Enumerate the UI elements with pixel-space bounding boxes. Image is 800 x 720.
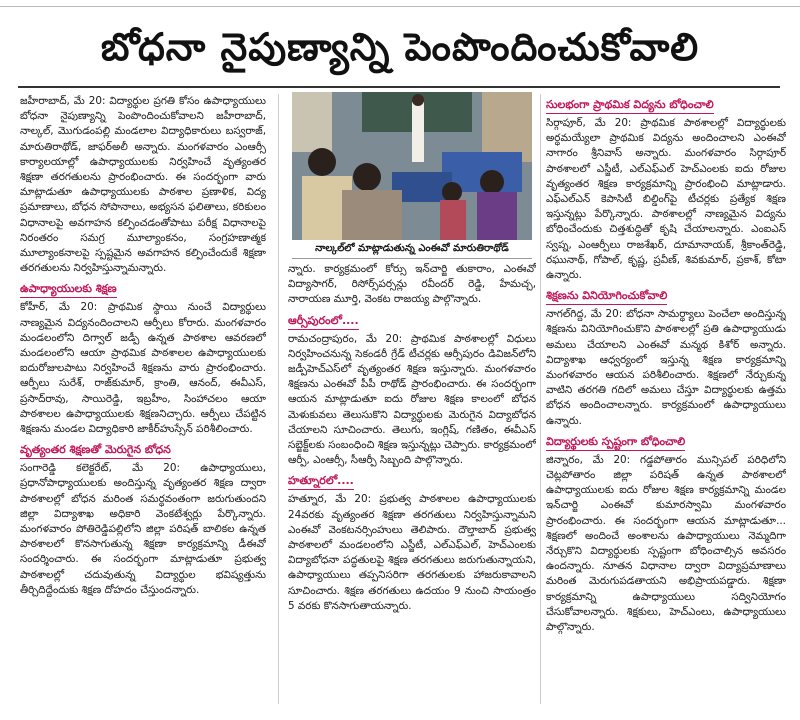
subheading-teachers-training: ఉపాధ్యాయులకు శిక్షణ: [20, 280, 117, 298]
article-rcpuram-body: రామచంద్రాపురం, మే 20: ప్రాథమిక పాఠశాలల్లో విధులు నిర్వహించనున్న సెకండరీ గ్రేడ్‌ టీచర్లకు ఆర్సీపురం డివిజన్‌లోని జడ్పీహెచ్‌ఎస్‌లో వృత్యంతర శిక్షణ ఇస్తున్నారు. మంగళవారం శిక్షణను ఎంఈవో పీపీ రాథోడ్‌ ప్రారంభించారు. ఈ సందర్భంగా ఆయన మాట్లాడుతూ ఐదు రోజుల శిక్షణ కాలంలో బోధన మెళుకువలు తెలుసుకొని విద్యార్థులకు మెరుగైన విద్యాబోధన చేయాలని సూచించారు. తెలుగు, ఇంగ్లిష్‌, గణితం, ఈవీఎస్‌ సబ్జెక్ట్‌లకు సంబంధించి శిక్షణ ఇస్తున్నట్లు చెప్పారు. కార్యక్రమంలో ఆర్పీ, ఎంఆర్సీ, సీఆర్పీ సిబ్బంది పాల్గొన్నారు.: [288, 332, 536, 467]
column-divider-2: [540, 94, 541, 704]
article-3-body: సంగారెడ్డి కలెక్టరేట్‌, మే 20: ఉపాధ్యాయులు, ప్రధానోపాధ్యాయులకు అందిస్తున్న వృత్యంతర శిక్షణ ద్వారా పాఠశాలల్లో బోధన మరింత సమర్థవంతంగా జరుగుతుందని జిల్లా విద్యాశాఖ అధికారి వెంకటేశ్వర్లు పేర్కొన్నారు. మంగళవారం పోతిరెడ్డిపల్లిలోని జిల్లా పరిషత్‌ బాలికల ఉన్నత పాఠశాలలో కొనసాగుతున్న శిక్షణా కార్యక్రమాన్ని డీఈవో సందర్శించారు. ఈ సందర్భంగా మాట్లాడుతూ ప్రభుత్వ పాఠశాలల్లో చదువుతున్న విద్యార్థుల భవిష్యత్తును తీర్చిదిద్దేందుకు శిక్షణ దోహదం చేస్తుందన్నారు.: [20, 462, 266, 596]
subheading-primary-education: సులభంగా ప్రాథమిక విద్యను బోధించాలి: [546, 96, 714, 114]
subheading-teach-clearly: విద్యార్థులకు స్పష్టంగా బోధించాలి: [546, 433, 685, 451]
article-sirgapur-body: సిర్గాపూర్‌, మే 20: ప్రాథమిక పాఠశాలల్లో విద్యార్థులకు అర్థమయ్యేలా ప్రాథమిక విద్యను అందించాలని ఎంఈవో నాగారం శ్రీనివాస్‌ అన్నారు. మంగళవారం సిర్గాపూర్‌ పాఠశాలలో ఎస్జీటీ, ఎల్‌ఎఫ్‌ఎల్‌ హెచ్‌ఎంలకు ఐదు రోజుల వృత్యంతర శిక్షణ కార్యక్రమాన్ని ప్రారంభించి మాట్లాడారు. ఎఫ్‌ఎల్‌ఎన్‌ కెపాసిటీ బిల్డింగ్‌పై టీచర్లకు ప్రత్యేక శిక్షణ ఇస్తున్నట్లు పేర్కొన్నారు. పాఠశాలల్లో నాణ్యమైన విద్యను బోధించేందుకు చిత్తశుద్ధితో కృషి చేయాలన్నారు. ఎంఐఎస్‌ స్వప్న, ఎంఆర్పీలు రాజశేఖర్‌, దూమానాయక్‌, శ్రీకాంత్‌రెడ్డి, రఘునాథ్‌, గోపాల్‌, కృష్ణ, ప్రవీణ్‌, శివకుమార్‌, ప్రకాశ్‌, కోటా ఉన్నారు.: [546, 117, 786, 282]
subheading-use-training: శిక్షణను వినియోగించుకోవాలి: [546, 287, 667, 305]
column-1: [20, 94, 266, 706]
subheading-hatnoor: హత్నూరలో....: [288, 472, 354, 490]
subheading-better-teaching: వృత్యంతర శిక్షణతో మెరుగైన బోధన: [20, 441, 171, 459]
classroom-photo: [292, 92, 532, 240]
headline: బోధనా నైపుణ్యాన్ని పెంపొందించుకోవాలి: [100, 25, 700, 69]
headline-rule: [18, 86, 780, 88]
photo-caption: నాల్కల్‌లో మాట్లాడుతున్న ఎంఈవో మారుతిరాథోడ్: [292, 240, 532, 259]
article-nagalgidda-body: నాగల్‌గిద్ద, మే 20: బోధనా సామర్థ్యాలు పెంచేలా అందిస్తున్న శిక్షణను వినియోగించుకొని పాఠశాలల్లో ప్రతి ఉపాధ్యాయుడు అమలు చేయాలని ఎంఈవో మన్మథ కిశోర్‌ అన్నారు. విద్యాశాఖ ఆధ్వర్యంలో ఇస్తున్న శిక్షణ కార్యక్రమాన్ని మంగళవారం ఆయన పరిశీలించారు. శిక్షణలో నేర్చుకున్న వాటిని తరగతి గదిలో అమలు చేస్తూ విద్యార్థులకు ఉత్తమ బోధన అందించాలన్నారు. కార్యక్రమంలో ఉపాధ్యాయులు ఉన్నారు.: [546, 308, 786, 427]
article-1-body: జహీరాబాద్‌, మే 20: విద్యార్థుల ప్రగతి కోసం ఉపాధ్యాయులు బోధనా నైపుణ్యాన్ని పెంపొందించుకోవాలని జహీరాబాద్‌, నాల్కల్‌, మొగుడంపల్లి మండలాల విద్యాధికారులు బస్వరాజ్‌, మారుతిరాథోడ్‌, జాఫర్‌అలీ అన్నారు. మంగళవారం ఎంఆర్సీ కార్యాలయాల్లో ఉపాధ్యాయులకు నిర్వహించే వృత్యంతర శిక్షణా తరగతులను ప్రారంభించారు. ఈ సందర్భంగా వారు మాట్లాడుతూ ఉపాధ్యాయులకు పాఠశాల ప్రణాళిక, విద్య ప్రమాణాలు, బోధన సోపానాలు, అభ్యసన ఫలితాలు, కరికులం విధానాలపై అవగాహన కల్పించడంతోపాటు పరీక్ష విధానాలపై నిరంతరం సమగ్ర మూల్యాంకనం, సంగ్రహణాత్మక మూల్యాంకనాలపై స్పష్టమైన అవగాహన కల్పించేందుకే శిక్షణా తరగతులను నిర్వహిస్తున్నామన్నారు.: [20, 95, 266, 275]
subheading-rcpuram: ఆర్సీపురంలో....: [288, 312, 359, 330]
column-3: [546, 94, 786, 706]
classroom-photo-illustration: [292, 92, 532, 240]
article-hatnoor-body: హత్నూర, మే 20: ప్రభుత్వ పాఠశాలల ఉపాధ్యాయులకు 24వరకు వృత్యంతర శిక్షణా తరగతులు నిర్వహిస్తున్నామని ఎంఈవో వెంకటనర్సింహులు తెలిపారు. దౌల్తాబాద్‌ ప్రభుత్వ పాఠశాలలో మండలంలోని ఎస్జీటీ, ఎల్‌ఎఫ్‌ఎల్‌, హెచ్‌ఎంలకు విద్యాబోధనా పద్ధతులపై శిక్షణ తరగతులు జరుగుతున్నాయని, ఉపాధ్యాయులు తప్పనిసరిగా తరగతులకు హాజరుకావాలని సూచించారు. శిక్షణ తరగతులు ఉదయం 9 నుంచి సాయంత్రం 5 వరకు కొనసాగుతాయన్నారు.: [288, 493, 536, 612]
article-jinnaram-body: జిన్నారం, మే 20: గడ్డపోతారం మున్సిపల్‌ పరిధిలోని చెట్లపోతారం జిల్లా పరిషత్‌ ఉన్నత పాఠశాలలో ఉపాధ్యాయులకు ఐదు రోజుల శిక్షణ కార్యక్రమాన్ని మండల ఇన్‌చార్జి ఎంఈవో కుమారస్వామి మంగళవారం ప్రారంభించారు. ఈ సందర్భంగా ఆయన మాట్లాడుతూ... శిక్షణలో అందించే అంశాలను ఉపాధ్యాయులు నెమ్మదిగా నేర్చుకొని విద్యార్థులకు స్పష్టంగా బోధించాల్సిన అవసరం ఉందన్నారు. నూతన విధానాల ద్వారా విద్యాప్రమాణాలు మరింత మెరుగుపడతాయని అభిప్రాయపడ్డారు. శిక్షణా కార్యక్రమాన్ని ఉపాధ్యాయులు సద్వినియోగం చేసుకోవాలన్నారు. శిక్షకులు, హెచ్‌ఎంలు, ఉపాధ్యాయులు పాల్గొన్నారు.: [546, 453, 786, 634]
top-border: [0, 0, 800, 7]
column-2: [288, 262, 536, 702]
column-divider-1: [278, 94, 279, 704]
article-1-continued: న్నారు. కార్యక్రమంలో కోర్సు ఇన్‌చార్జి తుకారాం, ఎంఈవో విద్యాసాగర్‌, రిసోర్స్‌పర్సన్లు రవీందర్‌ రెడ్డి, హేమచ్చ, నారాయణ మూర్తి, వెంకట రాజయ్య పాల్గొన్నారు.: [288, 263, 536, 306]
article-2-body: కోహీర్‌, మే 20: ప్రాథమిక స్థాయి నుంచే విద్యార్థులు నాణ్యమైన విద్యనందించాలని ఆర్పీలు కోరారు. మంగళవారం మండలంలోని దిగ్వాల్‌ జడ్పీ ఉన్నత పాఠశాల ఆవరణలో మండలంలోని ఆయా ప్రాథమిక పాఠశాలల ఉపాధ్యాయులకు ఐదురోజులపాటు నిర్వహించే శిక్షణను వారు ప్రారంభించారు. ఆర్పీలు సురేశ్‌, రాజ్‌కుమార్‌, క్రాంతి, ఆనంద్‌, ఈవీఎస్‌, ప్రసాద్‌రావు, సాయిరెడ్డి, ఇబ్రహీం, సింహాచలం ఆయా పాఠశాలల ఉపాధ్యాయులకు శిక్షణనిచ్చారు. ఆర్పీలు చేపట్టిన శిక్షణను మండల విద్యాధికారి జాకీర్‌హుస్సేన్‌ పరిశీలించారు.: [20, 301, 266, 436]
